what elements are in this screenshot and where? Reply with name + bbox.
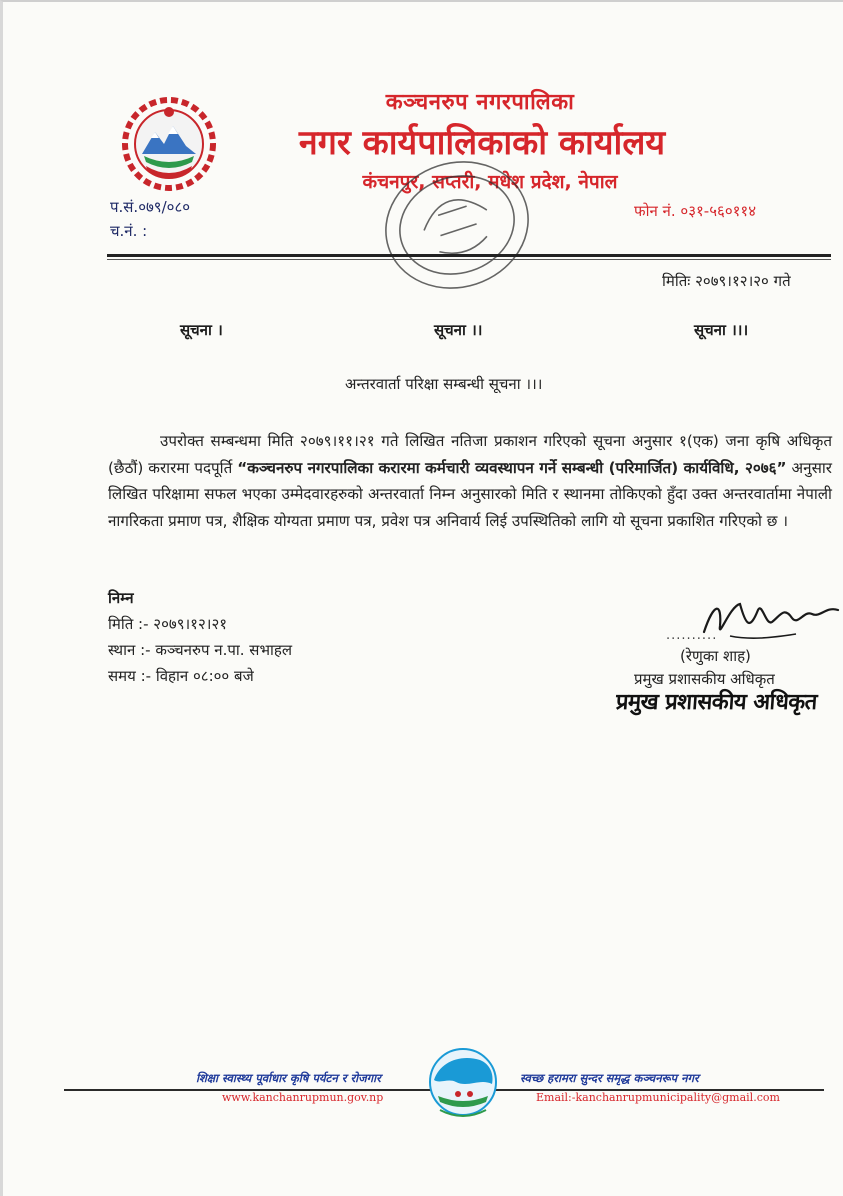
header-divider-thin bbox=[107, 259, 831, 260]
office-name: नगर कार्यपालिकाको कार्यालय bbox=[298, 123, 666, 163]
letter-date: मितिः २०७९।१२।२० गते bbox=[662, 272, 791, 290]
body-text-bold: “कञ्चनरुप नगरपालिका करारमा कर्मचारी व्यवस्थापन गर्ने सम्बन्धी (परिमार्जित) कार्यविधि, २०७६” bbox=[237, 458, 787, 477]
post-stamp: प्रमुख प्रशासकीय अधिकृत bbox=[615, 690, 818, 715]
notice-body bbox=[108, 428, 832, 534]
body-text-2: अनुसार लिखित परिक्षामा सफल भएका उम्मेदवारहरुको अन्तरवार्ता निम्न अनुसारको मिति र स्थानमा तोकिएको हुँदा उक्त अन्तरवार्तामा नेपाली नागरिकता प्रमाण पत्र, शैक्षिक योग्यता प्रमाण पत्र, प्रवेश पत्र अनिवार्य लिई उपस्थितिको लागि यो सूचना प्रकाशित गरिएको छ । bbox=[108, 458, 832, 530]
municipality-name: कञ्चनरुप नगरपालिका bbox=[385, 90, 575, 115]
dispatch-number: च.नं. : bbox=[110, 222, 148, 240]
interview-date: मिति :- २०७९।१२।२१ bbox=[108, 615, 228, 633]
nepal-emblem-icon bbox=[120, 96, 218, 192]
details-heading: निम्न bbox=[108, 589, 134, 607]
reference-number: प.सं.०७९/०८० bbox=[110, 198, 191, 216]
signature-icon bbox=[700, 596, 843, 648]
notice-word-3: सूचना ।।। bbox=[694, 321, 749, 339]
footer-logo-icon bbox=[420, 1044, 506, 1124]
footer-website: www.kanchanrupmun.gov.np bbox=[222, 1091, 384, 1104]
body-text-1: उपरोक्त सम्बन्धमा मिति २०७९।११।२१ गते लिखित नतिजा प्रकाशन गरिएको सूचना अनुसार १(एक) जना कृषि अधिकृत (छैठौं) करारमा पदपूर्ति bbox=[108, 432, 832, 477]
interview-time: समय :- विहान ०८:०० बजे bbox=[108, 667, 254, 685]
notice-word-1: सूचना । bbox=[180, 321, 223, 339]
phone-number: फोन नं. ०३१-५६०११४ bbox=[634, 202, 757, 220]
signer-post: प्रमुख प्रशासकीय अधिकृत bbox=[634, 670, 775, 688]
office-stamp-icon bbox=[372, 150, 542, 300]
header-divider bbox=[107, 254, 831, 257]
interview-venue: स्थान :- कञ्चनरुप न.पा. सभाहल bbox=[108, 641, 293, 659]
footer-email: Email:-kanchanrupmunicipality@gmail.com bbox=[536, 1091, 780, 1104]
footer-slogan-right: स्वच्छ हरामरा सुन्दर समृद्ध कञ्चनरूप नगर bbox=[520, 1071, 699, 1085]
footer-slogan-left: शिक्षा स्वास्थ्य पूर्वाधार कृषि पर्यटन र रोजगार bbox=[196, 1071, 381, 1085]
notice-word-2: सूचना ।। bbox=[434, 321, 483, 339]
notice-subject: अन्तरवार्ता परिक्षा सम्बन्धी सूचना ।।। bbox=[345, 375, 543, 393]
signature-dots: .......... bbox=[666, 628, 718, 643]
office-address: कंचनपुर, सप्तरी, मधेश प्रदेश, नेपाल bbox=[362, 171, 618, 193]
signer-name: (रेणुका शाह) bbox=[680, 647, 751, 665]
